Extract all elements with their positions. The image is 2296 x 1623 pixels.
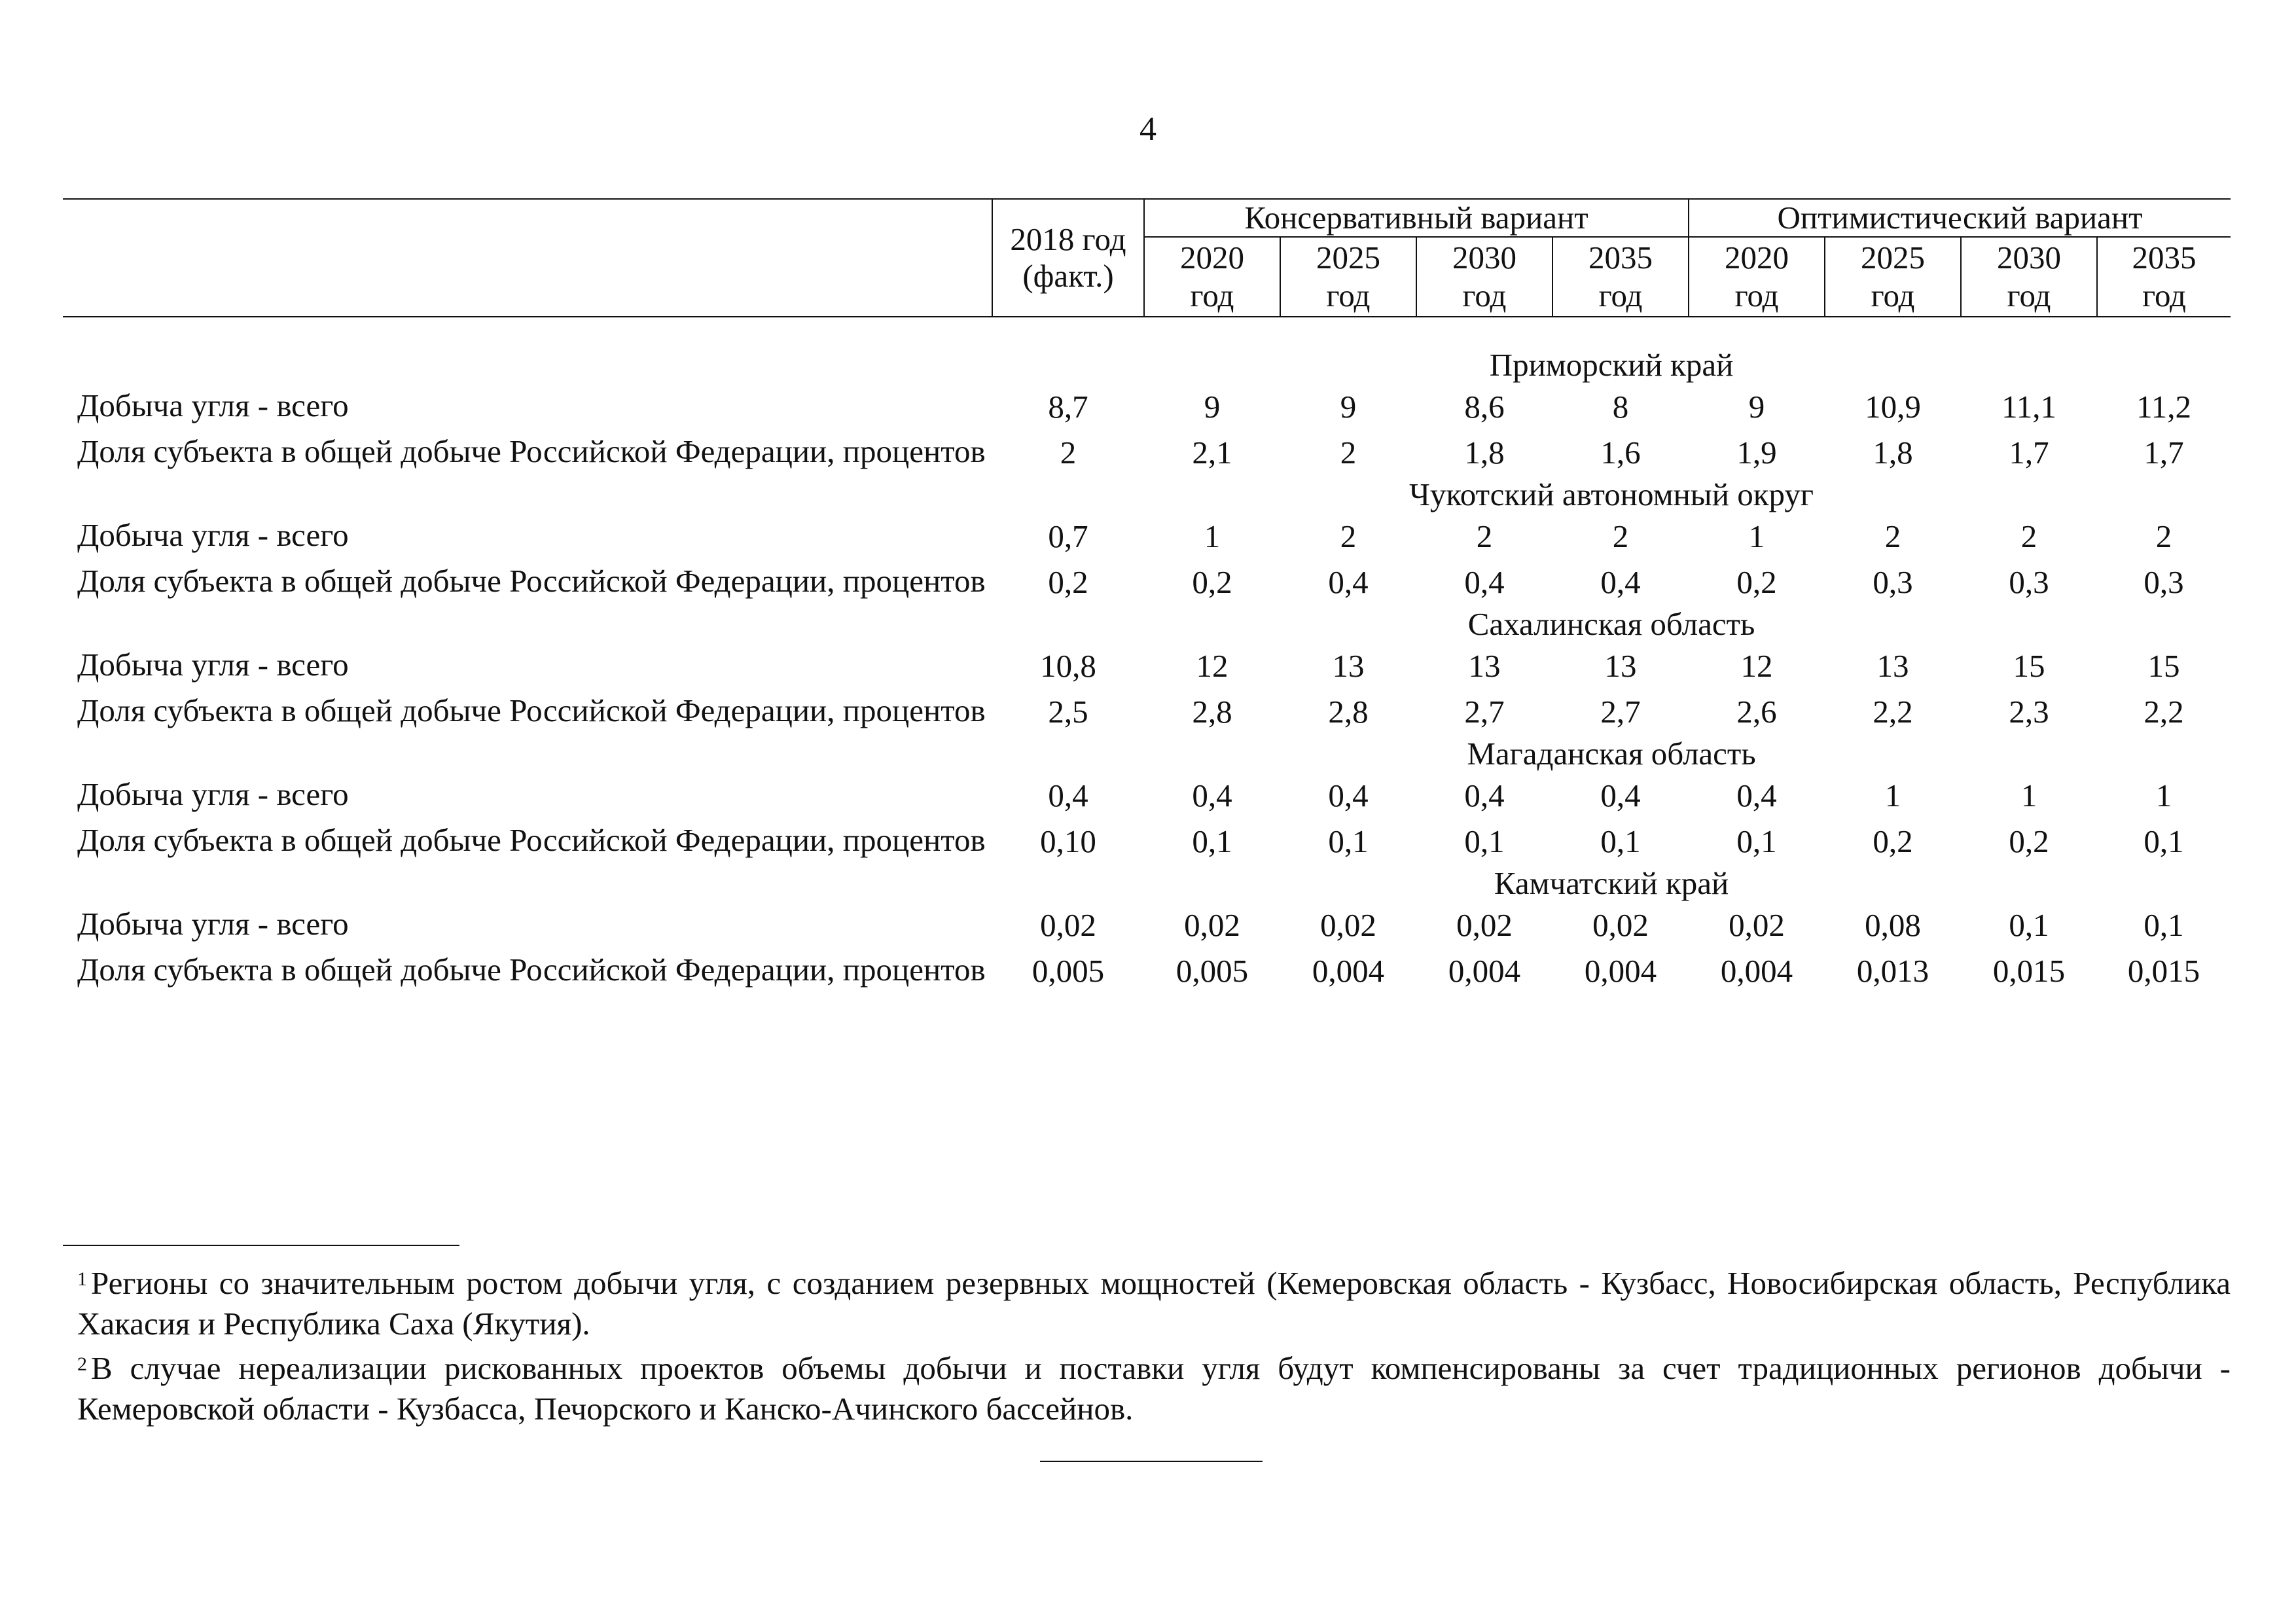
value-cell: 15 — [2013, 648, 2045, 684]
row-label: Доля субъекта в общей добыче Российской Федерации, процентов — [77, 563, 986, 599]
footnote-2 — [77, 1348, 2231, 1429]
value-cell: 0,004 — [1584, 953, 1657, 989]
row-label: Добыча угля - всего — [77, 776, 349, 812]
value-cell: 0,10 — [1040, 823, 1096, 859]
value-cell: 12 — [1196, 648, 1229, 684]
row-label: Доля субъекта в общей добыче Российской Федерации, процентов — [77, 952, 986, 988]
footnotes — [77, 1263, 2231, 1433]
table-row — [63, 560, 2231, 605]
table-row — [63, 384, 2231, 430]
value-cell: 2 — [2020, 518, 2037, 554]
header-year-value: 2030 — [1452, 240, 1516, 276]
table-header — [63, 199, 2231, 317]
value-cell: 0,1 — [2009, 907, 2049, 943]
value-cell: 0,1 — [1328, 823, 1369, 859]
value-cell: 8 — [1612, 389, 1629, 425]
row-label: Добыча угля - всего — [77, 517, 349, 553]
header-conservative-year-3 — [1552, 237, 1689, 317]
value-cell: 0,02 — [1456, 907, 1513, 943]
footnote-1 — [77, 1263, 2231, 1344]
row-label: Добыча угля - всего — [77, 906, 349, 942]
header-year-value: 2025 — [1316, 240, 1380, 276]
value-cell: 1 — [1748, 518, 1765, 554]
value-cell: 0,3 — [2009, 564, 2049, 600]
header-optimistic-year-3 — [2097, 237, 2231, 317]
value-cell: 2 — [2155, 518, 2172, 554]
value-cell: 0,4 — [1328, 564, 1369, 600]
value-cell: 12 — [1740, 648, 1773, 684]
row-label: Доля субъекта в общей добыче Российской Федерации, процентов — [77, 433, 986, 469]
value-cell: 8,7 — [1048, 389, 1088, 425]
header-conservative-year-0 — [1144, 237, 1280, 317]
value-cell: 1 — [1884, 777, 1901, 813]
value-cell: 11,2 — [2136, 389, 2191, 425]
header-base-year-label: 2018 год — [1010, 221, 1126, 257]
value-cell: 15 — [2147, 648, 2180, 684]
value-cell: 0,02 — [1320, 907, 1376, 943]
value-cell: 2,1 — [1192, 435, 1232, 471]
value-cell: 0,7 — [1048, 518, 1088, 554]
value-cell: 1,8 — [1873, 435, 1913, 471]
value-cell: 9 — [1748, 389, 1765, 425]
region-heading-spacer — [63, 346, 992, 384]
value-cell: 2 — [1884, 518, 1901, 554]
value-cell: 8,6 — [1464, 389, 1505, 425]
table-row — [63, 689, 2231, 735]
header-base-year — [992, 199, 1144, 317]
value-cell: 0,4 — [1048, 777, 1088, 813]
value-cell: 0,4 — [1464, 564, 1505, 600]
value-cell: 13 — [1876, 648, 1909, 684]
region-name: Приморский край — [1489, 347, 1734, 383]
value-cell: 0,02 — [1184, 907, 1240, 943]
value-cell: 0,2 — [2009, 823, 2049, 859]
table-row — [63, 819, 2231, 865]
value-cell: 0,004 — [1720, 953, 1793, 989]
value-cell: 11,1 — [2001, 389, 2056, 425]
value-cell: 1 — [2155, 777, 2172, 813]
header-year-unit: год — [1734, 277, 1779, 313]
header-optimistic-year-0 — [1689, 237, 1825, 317]
table-row — [63, 643, 2231, 689]
footnote-1-text: Регионы со значительным ростом добычи угля, с созданием резервных мощностей (Кемеровская область - Кузбасс, Новосибирская область, Республика Хакасия и Республика Саха (Якутия). — [77, 1265, 2231, 1342]
value-cell: 0,4 — [1192, 777, 1232, 813]
value-cell: 0,4 — [1600, 564, 1641, 600]
header-year-value: 2030 — [1997, 240, 2062, 276]
value-cell: 2,7 — [1600, 694, 1641, 730]
value-cell: 0,2 — [1048, 564, 1088, 600]
table-row — [63, 902, 2231, 948]
header-base-year-note: (факт.) — [1022, 258, 1114, 294]
header-year-value: 2035 — [1588, 240, 1653, 276]
value-cell: 2 — [1060, 435, 1077, 471]
value-cell: 0,4 — [1736, 777, 1777, 813]
value-cell: 0,02 — [1729, 907, 1785, 943]
value-cell: 0,005 — [1175, 953, 1249, 989]
header-optimistic-variant: Оптимистический вариант — [1689, 199, 2231, 237]
row-label: Доля субъекта в общей добыче Российской Федерации, процентов — [77, 692, 986, 728]
header-spacer-row — [63, 317, 2231, 346]
value-cell: 0,004 — [1312, 953, 1385, 989]
region-heading-row — [63, 476, 2231, 514]
value-cell: 0,02 — [1040, 907, 1096, 943]
footnote-2-text: В случае нереализации рискованных проектов объемы добычи и поставки угля будут компенсированы за счет традиционных регионов добычи - Кемеровской области - Кузбасса, Печорского и Канско-Ачинского бассейнов. — [77, 1350, 2231, 1427]
header-year-value: 2020 — [1180, 240, 1244, 276]
header-year-unit: год — [1462, 277, 1507, 313]
value-cell: 0,1 — [1464, 823, 1505, 859]
value-cell: 2,6 — [1736, 694, 1777, 730]
header-year-unit: год — [1598, 277, 1643, 313]
value-cell: 1,7 — [2009, 435, 2049, 471]
coal-production-table — [63, 198, 2231, 994]
region-name: Чукотский автономный округ — [1409, 476, 1814, 512]
value-cell: 0,4 — [1600, 777, 1641, 813]
header-label-column — [63, 199, 992, 317]
end-of-page-rule — [1040, 1461, 1263, 1462]
value-cell: 0,015 — [1992, 953, 2066, 989]
value-cell: 0,08 — [1865, 907, 1921, 943]
value-cell: 1 — [1204, 518, 1221, 554]
value-cell: 2,8 — [1328, 694, 1369, 730]
value-cell: 10,9 — [1865, 389, 1921, 425]
value-cell: 13 — [1468, 648, 1501, 684]
value-cell: 2 — [1340, 518, 1357, 554]
region-name: Камчатский край — [1494, 865, 1729, 901]
value-cell: 2,2 — [1873, 694, 1913, 730]
value-cell: 0,2 — [1736, 564, 1777, 600]
value-cell: 2 — [1340, 435, 1357, 471]
value-cell: 0,2 — [1873, 823, 1913, 859]
header-year-unit: год — [1326, 277, 1371, 313]
value-cell: 0,1 — [2144, 907, 2184, 943]
value-cell: 0,1 — [1600, 823, 1641, 859]
table-row — [63, 430, 2231, 476]
header-conservative-variant: Консервативный вариант — [1144, 199, 1689, 237]
region-heading-spacer — [63, 735, 992, 773]
value-cell: 0,1 — [2144, 823, 2184, 859]
value-cell: 2,3 — [2009, 694, 2049, 730]
value-cell: 0,004 — [1448, 953, 1521, 989]
value-cell: 1,8 — [1464, 435, 1505, 471]
value-cell: 9 — [1204, 389, 1221, 425]
value-cell: 2,8 — [1192, 694, 1232, 730]
footnote-2-mark: 2 — [77, 1353, 87, 1375]
value-cell: 1 — [2020, 777, 2037, 813]
value-cell: 13 — [1332, 648, 1365, 684]
value-cell: 2 — [1476, 518, 1493, 554]
value-cell: 1,9 — [1736, 435, 1777, 471]
value-cell: 0,1 — [1736, 823, 1777, 859]
region-heading-row — [63, 865, 2231, 902]
row-label: Доля субъекта в общей добыче Российской Федерации, процентов — [77, 822, 986, 858]
footnote-1-mark: 1 — [77, 1268, 87, 1290]
header-year-value: 2020 — [1725, 240, 1789, 276]
row-label: Добыча угля - всего — [77, 387, 349, 423]
region-heading-row — [63, 735, 2231, 773]
value-cell: 9 — [1340, 389, 1357, 425]
region-heading-row — [63, 346, 2231, 384]
table-row — [63, 773, 2231, 819]
header-year-value: 2025 — [1861, 240, 1926, 276]
row-label: Добыча угля - всего — [77, 647, 349, 683]
region-heading-spacer — [63, 476, 992, 514]
value-cell: 0,2 — [1192, 564, 1232, 600]
footnote-separator — [63, 1245, 459, 1246]
page-number: 4 — [1139, 111, 1157, 148]
value-cell: 2 — [1612, 518, 1629, 554]
value-cell: 2,5 — [1048, 694, 1088, 730]
value-cell: 10,8 — [1040, 648, 1096, 684]
value-cell: 0,013 — [1856, 953, 1929, 989]
header-year-unit: год — [2142, 277, 2186, 313]
value-cell: 0,015 — [2127, 953, 2200, 989]
header-conservative-year-1 — [1280, 237, 1416, 317]
value-cell: 2,7 — [1464, 694, 1505, 730]
region-name: Сахалинская область — [1467, 606, 1755, 642]
value-cell: 0,3 — [1873, 564, 1913, 600]
header-year-unit: год — [1190, 277, 1234, 313]
header-year-unit: год — [2007, 277, 2051, 313]
value-cell: 1,6 — [1600, 435, 1641, 471]
value-cell: 0,005 — [1031, 953, 1105, 989]
region-heading-spacer — [63, 865, 992, 902]
table-body — [63, 317, 2231, 994]
value-cell: 1,7 — [2144, 435, 2184, 471]
value-cell: 0,3 — [2144, 564, 2184, 600]
header-conservative-year-2 — [1416, 237, 1552, 317]
header-optimistic-year-1 — [1825, 237, 1961, 317]
value-cell: 2,2 — [2144, 694, 2184, 730]
value-cell: 0,4 — [1464, 777, 1505, 813]
spacer-cell — [63, 317, 2231, 346]
header-year-value: 2035 — [2132, 240, 2197, 276]
table-row — [63, 514, 2231, 560]
value-cell: 13 — [1604, 648, 1637, 684]
header-optimistic-year-2 — [1961, 237, 2097, 317]
header-year-unit: год — [1871, 277, 1915, 313]
region-heading-row — [63, 605, 2231, 643]
region-heading-spacer — [63, 605, 992, 643]
table-row — [63, 948, 2231, 994]
value-cell: 0,4 — [1328, 777, 1369, 813]
region-name: Магаданская область — [1467, 736, 1756, 772]
value-cell: 0,02 — [1592, 907, 1649, 943]
value-cell: 0,1 — [1192, 823, 1232, 859]
